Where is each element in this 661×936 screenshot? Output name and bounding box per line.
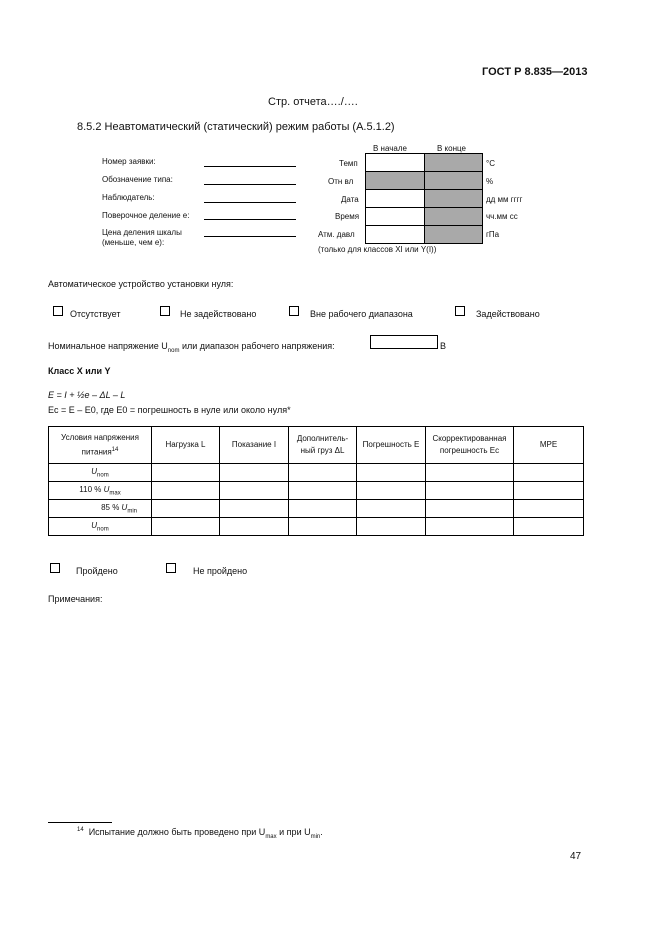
table-row [49, 464, 584, 482]
option-not-engaged-label: Не задействовано [180, 309, 257, 319]
option-engaged-label: Задействовано [476, 309, 540, 319]
table-cell[interactable] [514, 518, 584, 536]
header-mpe: MPE [514, 427, 584, 464]
header-corrected-error: Скорректированная погрешность Ec [426, 427, 514, 464]
env-label-temp: Темп [339, 159, 358, 168]
pass-label: Пройдено [76, 566, 118, 576]
table-row [49, 500, 584, 518]
row-condition: $U_{nom}$ [49, 518, 152, 536]
row-condition: $U_{nom}$ [49, 464, 152, 482]
field-label-scale: Цена деления шкалы [102, 228, 182, 237]
table-cell[interactable] [357, 482, 426, 500]
scale-interval-field[interactable] [204, 236, 296, 237]
formula-error: E = I + ½e – ΔL – L [48, 390, 126, 400]
env-unit-humidity: % [486, 177, 494, 186]
time-start-cell[interactable] [365, 207, 425, 226]
time-end-cell[interactable] [424, 207, 483, 226]
header-indication: Показание I [220, 427, 289, 464]
env-unit-date: дд мм гггг [486, 195, 523, 204]
row-condition: 110 % $U_{max}$ [49, 482, 152, 500]
verification-division-field[interactable] [204, 219, 296, 220]
header-load: Нагрузка L [152, 427, 220, 464]
field-label-request: Номер заявки: [102, 157, 156, 166]
temp-start-cell[interactable] [365, 153, 425, 172]
env-unit-pressure: гПа [486, 230, 500, 239]
header-error: Погрешность E [357, 427, 426, 464]
env-label-time: Время [335, 212, 360, 221]
notes-label: Примечания: [48, 594, 103, 604]
env-note: (только для классов XI или Y(I)) [318, 245, 437, 254]
row-condition: 85 % $U_{min}$ [49, 500, 152, 518]
table-cell[interactable] [152, 464, 220, 482]
table-cell[interactable] [426, 464, 514, 482]
request-number-field[interactable] [204, 166, 296, 167]
results-table [48, 426, 584, 536]
field-label-division: Поверочное деление e: [102, 211, 190, 220]
table-cell[interactable] [357, 500, 426, 518]
env-unit-time: чч.мм сс [486, 212, 518, 221]
table-cell[interactable] [289, 500, 357, 518]
table-cell[interactable] [514, 482, 584, 500]
env-unit-temp: °C [486, 159, 495, 168]
standard-code: ГОСТ Р 8.835—2013 [482, 66, 588, 78]
header-supply-conditions: Условия напряжения питания$^{14}$ [49, 427, 152, 464]
humidity-end-cell[interactable] [424, 171, 483, 190]
table-cell[interactable] [220, 518, 289, 536]
table-cell[interactable] [426, 518, 514, 536]
option-engaged-checkbox[interactable] [455, 306, 465, 316]
zero-device-title: Автоматическое устройство установки нуля: [48, 279, 234, 289]
field-label-type: Обозначение типа: [102, 175, 173, 184]
col-end-header: В конце [437, 144, 466, 153]
pressure-start-cell[interactable] [365, 225, 425, 244]
type-designation-field[interactable] [204, 184, 296, 185]
table-cell[interactable] [426, 482, 514, 500]
table-cell[interactable] [357, 518, 426, 536]
table-header-row [49, 427, 584, 464]
temp-end-cell[interactable] [424, 153, 483, 172]
voltage-unit: В [440, 341, 447, 351]
observer-field[interactable] [204, 202, 296, 203]
section-title: 8.5.2 Неавтоматический (статический) режим работы (A.5.1.2) [77, 121, 395, 133]
table-cell[interactable] [514, 464, 584, 482]
table-cell[interactable] [152, 518, 220, 536]
pass-checkbox[interactable] [50, 563, 60, 573]
date-start-cell[interactable] [365, 189, 425, 208]
table-cell[interactable] [152, 500, 220, 518]
field-label-scale-2: (меньше, чем e): [102, 238, 165, 247]
table-cell[interactable] [220, 482, 289, 500]
option-out-of-range-label: Вне рабочего диапазона [310, 309, 413, 319]
option-not-engaged-checkbox[interactable] [160, 306, 170, 316]
table-cell[interactable] [220, 464, 289, 482]
table-cell[interactable] [220, 500, 289, 518]
footnote: $^{14}$ Испытание должно быть проведено при $U_{max}$ и при $U_{min}$. [77, 827, 323, 840]
fail-label: Не пройдено [193, 566, 248, 576]
date-end-cell[interactable] [424, 189, 483, 208]
voltage-label: Номинальное напряжение $U_{nom}$ или диапазон рабочего напряжения: [48, 341, 335, 354]
class-title: Класс X или Y [48, 366, 111, 376]
table-cell[interactable] [289, 464, 357, 482]
formula-corrected-error: Ec = E – E0, где E0 = погрешность в нуле или около нуля* [48, 405, 291, 415]
option-absent-label: Отсутствует [70, 309, 121, 319]
table-row [49, 518, 584, 536]
table-cell[interactable] [357, 464, 426, 482]
table-cell[interactable] [514, 500, 584, 518]
report-page-label: Стр. отчета…./…. [268, 96, 358, 108]
pressure-end-cell[interactable] [424, 225, 483, 244]
voltage-input[interactable] [370, 335, 438, 349]
col-start-header: В начале [373, 144, 407, 153]
option-out-of-range-checkbox[interactable] [289, 306, 299, 316]
option-absent-checkbox[interactable] [53, 306, 63, 316]
table-cell[interactable] [289, 518, 357, 536]
fail-checkbox[interactable] [166, 563, 176, 573]
field-label-observer: Наблюдатель: [102, 193, 155, 202]
table-cell[interactable] [152, 482, 220, 500]
env-label-pressure: Атм. давл [318, 230, 355, 239]
header-additional-load: Дополнитель-ный груз ΔL [289, 427, 357, 464]
page-number: 47 [570, 851, 582, 862]
env-label-humidity: Отн вл [328, 177, 354, 186]
footnote-divider [48, 822, 112, 823]
env-label-date: Дата [341, 195, 359, 204]
table-cell[interactable] [426, 500, 514, 518]
table-row [49, 482, 584, 500]
humidity-start-cell[interactable] [365, 171, 425, 190]
table-cell[interactable] [289, 482, 357, 500]
